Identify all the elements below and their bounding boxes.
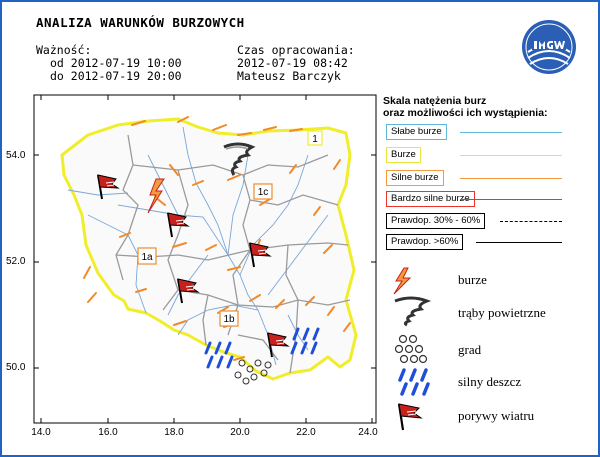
validity-to: do 2012-07-19 20:00 <box>50 69 182 83</box>
hail-icon <box>395 334 427 364</box>
symbol-label-hail: grad <box>458 342 482 357</box>
author-name: Mateusz Barczyk <box>237 69 341 83</box>
scale-prob-30-60: Prawdop. 30% - 60% <box>386 213 485 229</box>
weather-map <box>28 95 378 438</box>
tornado-icon <box>395 299 429 325</box>
scale-line-strong <box>460 178 562 179</box>
region-label-1c: 1c <box>257 187 269 198</box>
imgw-logo <box>520 18 578 76</box>
x-tick-label: 24.0 <box>358 427 378 438</box>
heavy-rain-icon <box>398 368 432 396</box>
x-tick-label: 14.0 <box>31 427 51 438</box>
prepared-time: 2012-07-19 08:42 <box>237 56 348 70</box>
region-label-1: 1 <box>312 134 318 145</box>
y-tick-label: 50.0 <box>6 362 26 373</box>
legend-title-line2: oraz możliwości ich wystąpienia: <box>383 107 548 119</box>
symbol-label-tornadoes: trąby powietrzne <box>458 305 546 320</box>
region-label-1b: 1b <box>223 314 235 325</box>
prepared-label: Czas opracowania: <box>237 43 355 57</box>
y-tick-label: 54.0 <box>6 150 26 161</box>
x-tick-label: 16.0 <box>98 427 118 438</box>
validity-label: Ważność: <box>36 43 92 57</box>
symbol-label-heavy-rain: silny deszcz <box>458 374 522 389</box>
x-tick-label: 22.0 <box>296 427 316 438</box>
x-tick-label: 20.0 <box>230 427 250 438</box>
y-tick-label: 52.0 <box>6 256 26 267</box>
page-title: ANALIZA WARUNKÓW BURZOWYCH <box>36 15 245 30</box>
symbol-label-wind-gusts: porywy wiatru <box>458 408 535 423</box>
wind-gust-flag-icon <box>397 402 423 432</box>
scale-line-weak <box>460 132 562 133</box>
scale-storms: Burze <box>386 147 421 163</box>
scale-prob-60: Prawdop. >60% <box>386 234 463 250</box>
legend-title-line1: Skala natężenia burz <box>383 95 487 107</box>
legend-title <box>383 95 548 119</box>
symbol-label-storms: burze <box>458 272 487 287</box>
scale-strong-storms: Silne burze <box>386 170 444 186</box>
x-tick-label: 18.0 <box>164 427 184 438</box>
scale-weak-storms: Słabe burze <box>386 124 447 140</box>
scale-line-prob-60 <box>476 242 562 243</box>
region-label-1a: 1a <box>141 252 153 263</box>
scale-very-strong-storms: Bardzo silne burze <box>386 191 475 207</box>
validity-from: od 2012-07-19 10:00 <box>50 56 182 70</box>
scale-line-very-strong <box>460 199 562 200</box>
scale-line-prob-30-60 <box>500 221 562 222</box>
scale-line-storms <box>460 155 562 156</box>
lightning-icon <box>392 268 412 294</box>
